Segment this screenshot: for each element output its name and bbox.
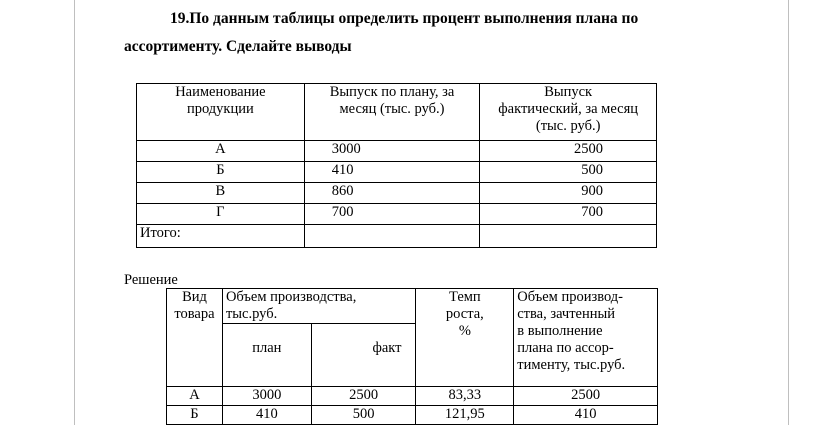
header-text: Вид [182, 289, 207, 305]
header-text: тыс.руб. [225, 306, 278, 322]
header-text: ства, зачтенный [517, 306, 616, 322]
total-label: Итого: [137, 225, 305, 248]
header-plan-output [304, 84, 480, 141]
header-text: % [458, 323, 471, 339]
cell-plan: 3000 [222, 387, 311, 406]
table-row [137, 141, 657, 162]
total-row [137, 225, 657, 248]
header-fact: факт [311, 324, 416, 387]
cell-fact: 700 [480, 204, 657, 225]
cell-plan: 860 [304, 183, 480, 204]
page-edge-right [788, 0, 789, 425]
header-fact-output [480, 84, 657, 141]
cell-fact: 2500 [311, 387, 416, 406]
cell-plan: 3000 [304, 141, 480, 162]
cell-name: Г [137, 204, 305, 225]
total-fact-cell [480, 225, 657, 248]
header-credited-volume [514, 289, 658, 387]
cell-growth: 83,33 [416, 387, 514, 406]
table-row [137, 204, 657, 225]
cell-type: Б [167, 406, 223, 425]
header-text: плана по ассор- [517, 340, 614, 356]
cell-fact: 500 [480, 162, 657, 183]
header-text: товара [174, 306, 215, 322]
cell-name: А [137, 141, 305, 162]
header-product-name [137, 84, 305, 141]
table-row [167, 387, 658, 406]
table-row [137, 183, 657, 204]
table-row [137, 162, 657, 183]
header-text: продукции [186, 101, 254, 117]
header-text: фактический, за месяц [498, 101, 639, 117]
header-text: Темп [449, 289, 481, 305]
cell-credited: 410 [514, 406, 658, 425]
table-row [167, 406, 658, 425]
header-plan: план [222, 324, 311, 387]
header-text: роста, [445, 306, 484, 322]
header-product-type [167, 289, 223, 387]
task-line-1: 19.По данным таблицы определить процент выполнения плана по [170, 10, 639, 27]
cell-plan: 410 [304, 162, 480, 183]
header-text: тименту, тыс.руб. [517, 357, 626, 373]
cell-name: Б [137, 162, 305, 183]
page-edge-left [74, 0, 75, 425]
cell-fact: 900 [480, 183, 657, 204]
cell-fact: 2500 [480, 141, 657, 162]
header-text: (тыс. руб.) [535, 118, 601, 134]
cell-plan: 410 [222, 406, 311, 425]
header-text: месяц (тыс. руб.) [339, 101, 445, 117]
total-plan-cell [304, 225, 480, 248]
header-text: Наименование [175, 84, 266, 100]
header-text: Выпуск по плану, за [329, 84, 455, 100]
header-text: Объем производ- [517, 289, 623, 305]
cell-type: А [167, 387, 223, 406]
cell-credited: 2500 [514, 387, 658, 406]
cell-name: В [137, 183, 305, 204]
solution-label: Решение [124, 272, 178, 288]
header-text: Выпуск [544, 84, 593, 100]
header-growth-rate [416, 289, 514, 387]
production-table [136, 83, 657, 248]
solution-table [166, 288, 658, 425]
header-production-volume [222, 289, 416, 324]
cell-fact: 500 [311, 406, 416, 425]
cell-plan: 700 [304, 204, 480, 225]
header-text: Объем производства, [225, 289, 357, 305]
header-text: в выполнение [517, 323, 603, 339]
cell-growth: 121,95 [416, 406, 514, 425]
task-line-2: ассортименту. Сделайте выводы [124, 38, 352, 55]
